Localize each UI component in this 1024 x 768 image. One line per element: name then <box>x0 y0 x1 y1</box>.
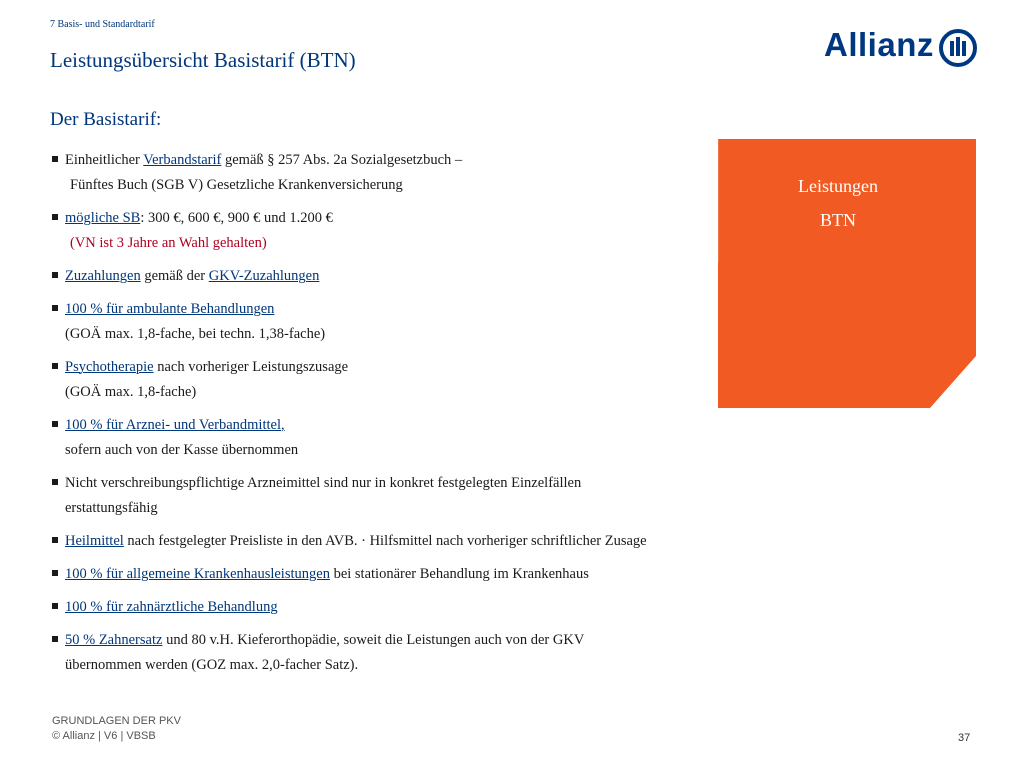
bullet-item <box>50 297 730 347</box>
highlight-text: mögliche SB <box>65 210 141 226</box>
note-text: (VN ist 3 Jahre an Wahl gehalten) <box>70 235 267 251</box>
breadcrumb: 7 Basis- und Standardtarif <box>50 19 155 30</box>
bullet-item <box>50 562 730 587</box>
highlight-text: Verbandstarif <box>143 152 222 168</box>
bullet-item <box>50 206 730 256</box>
footer-line2: © Allianz | V6 | VBSB <box>52 730 156 742</box>
box-label-line1: Leistungen <box>798 176 878 196</box>
bullet-item <box>50 264 730 289</box>
bullet-text: nach vorheriger Leistungszusage <box>153 359 349 375</box>
highlight-text: GKV-Zuzahlungen <box>208 268 320 284</box>
bullet-text: gemäß der <box>140 268 209 284</box>
footer <box>52 714 181 744</box>
bullet-text: (GOÄ max. 1,8-fache) <box>65 384 197 400</box>
logo-text: Allianz <box>824 26 934 63</box>
box-label <box>718 169 958 237</box>
bullet-text: Nicht verschreibungspflichtige Arzneimittel sind nur in konkret festgelegten Einzelfällen <box>65 475 582 491</box>
highlight-text: 100 % für allgemeine Krankenhausleistungen <box>65 566 330 582</box>
highlight-text: 100 % für zahnärztliche Behandlung <box>65 599 278 615</box>
bullet-item <box>50 595 730 620</box>
bullet-text: sofern auch von der Kasse übernommen <box>65 442 299 458</box>
bullet-text: und 80 v.H. Kieferorthopädie, soweit die Leistungen auch von der GKV <box>162 632 585 648</box>
bullet-item <box>50 628 730 678</box>
bullet-text: bei stationärer Behandlung im Krankenhaus <box>329 566 589 582</box>
bullet-text: gemäß § 257 Abs. 2a Sozialgesetzbuch – <box>221 152 463 168</box>
allianz-logo <box>824 28 976 70</box>
bullet-text: nach festgelegter Preisliste in den AVB. · Hilfsmittel nach vorheriger schriftlicher Zusage <box>123 533 647 549</box>
highlight-text: 100 % für ambulante Behandlungen <box>65 301 275 317</box>
bullet-item <box>50 413 730 463</box>
highlight-text: Zuzahlungen <box>65 268 141 284</box>
benefits-list <box>50 148 730 686</box>
bullet-text: Einheitlicher <box>65 152 144 168</box>
bullet-text: erstattungsfähig <box>65 500 158 516</box>
bullet-item <box>50 148 730 198</box>
section-heading: Der Basistarif: <box>50 109 162 130</box>
leistungen-btn-box <box>718 139 976 408</box>
highlight-text: Heilmittel <box>65 533 124 549</box>
allianz-eagle-icon <box>938 28 978 68</box>
bullet-item <box>50 529 730 554</box>
highlight-text: 100 % für Arznei- und Verbandmittel, <box>65 417 285 433</box>
bullet-item <box>50 471 730 521</box>
bullet-text: Fünftes Buch (SGB V) Gesetzliche Krankenversicherung <box>70 177 403 193</box>
highlight-text: 50 % Zahnersatz <box>65 632 163 648</box>
page-number: 37 <box>958 732 971 744</box>
bullet-text: (GOÄ max. 1,8-fache, bei techn. 1,38-fache) <box>65 326 326 342</box>
footer-line1: GRUNDLAGEN DER PKV <box>52 715 181 727</box>
bullet-item <box>50 355 730 405</box>
bullet-text: übernommen werden (GOZ max. 2,0-facher Satz). <box>65 657 359 673</box>
highlight-text: Psychotherapie <box>65 359 154 375</box>
page-title: Leistungsübersicht Basistarif (BTN) <box>50 48 356 72</box>
box-label-line2: BTN <box>820 210 856 230</box>
bullet-text: : 300 €, 600 €, 900 € und 1.200 € <box>140 210 333 226</box>
